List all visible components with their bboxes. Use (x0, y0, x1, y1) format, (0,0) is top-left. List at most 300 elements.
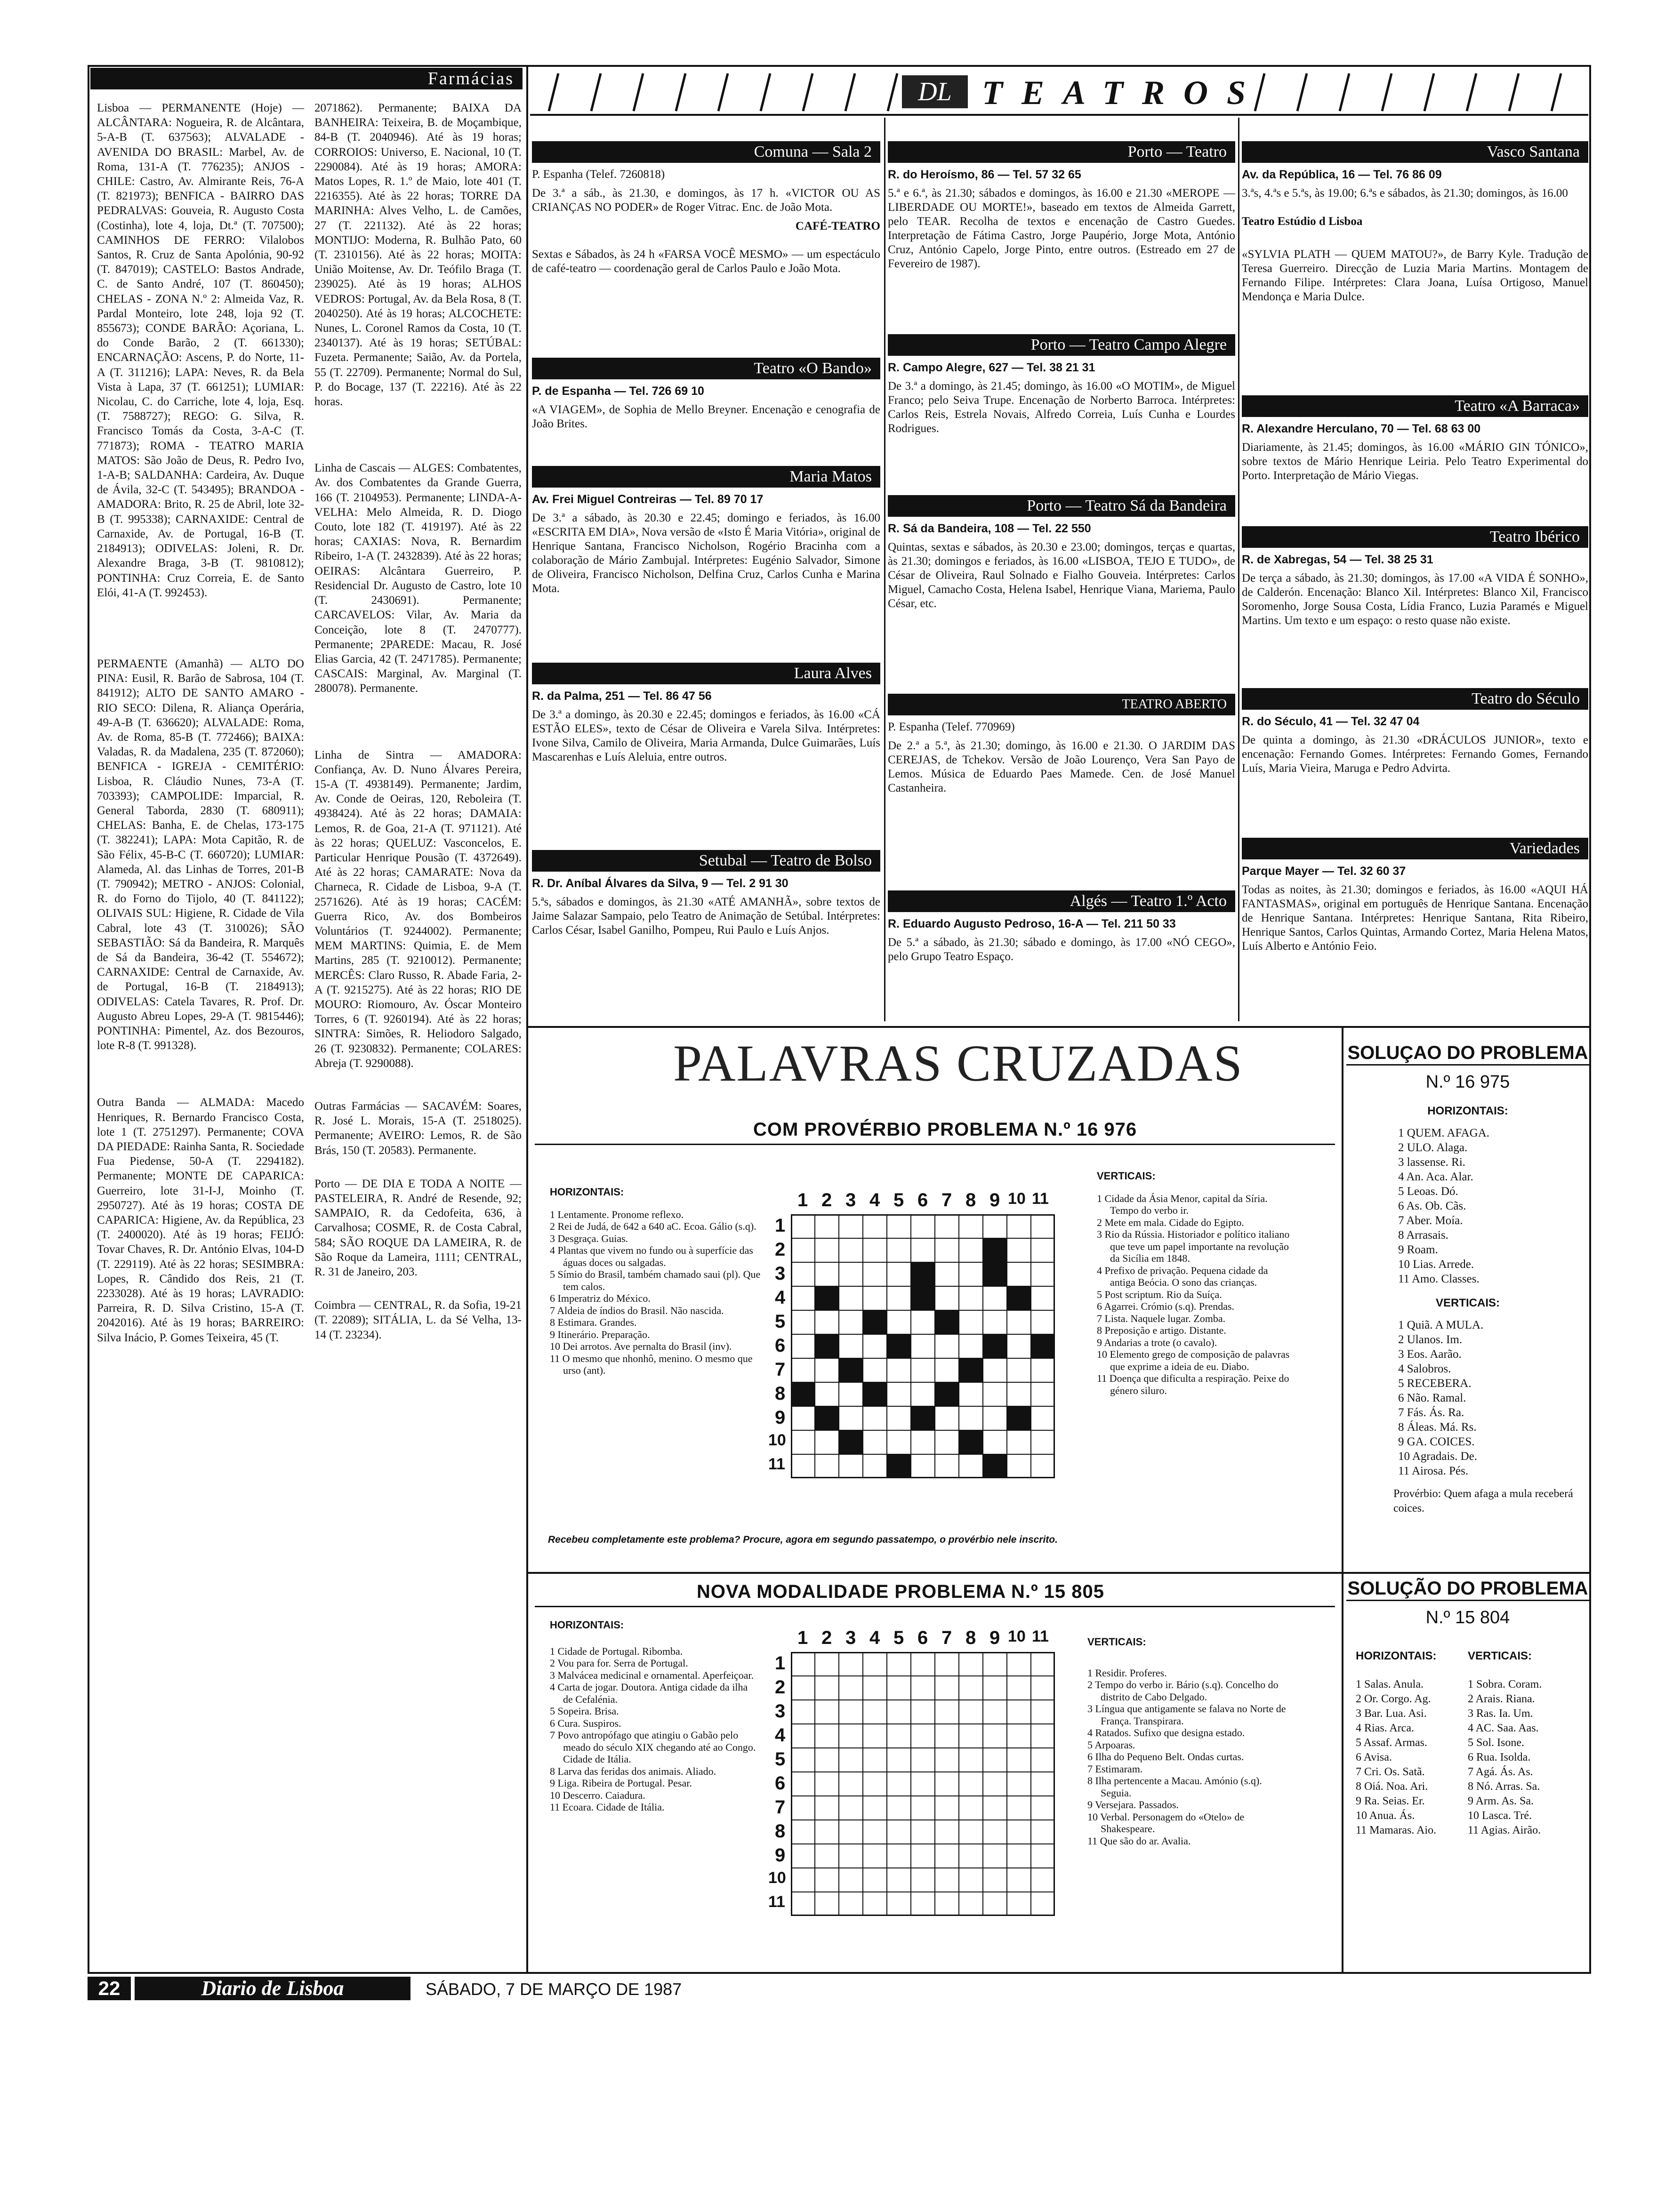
crossword-2-grid[interactable] (791, 1652, 1055, 1916)
theatre-address: R. do Heroísmo, 86 — Tel. 57 32 65 (888, 168, 1081, 181)
grid-cell[interactable] (791, 1724, 815, 1748)
theatre-laura-alves (532, 663, 880, 764)
grid-cell[interactable] (791, 1262, 815, 1286)
clue-item: 2 Vou para for. Serra de Portugal. (550, 1657, 688, 1669)
grid-column-number: 8 (965, 1190, 976, 1210)
grid-cell[interactable] (839, 1844, 863, 1868)
grid-row-number: 1 (775, 1215, 786, 1236)
theatre-title: Teatro Ibérico (1242, 526, 1588, 548)
grid-cell[interactable] (983, 1868, 1007, 1892)
grid-cell[interactable] (887, 1406, 911, 1430)
grid-cell[interactable] (839, 1892, 863, 1916)
grid-cell[interactable] (935, 1892, 959, 1916)
grid-cell[interactable] (911, 1214, 935, 1238)
grid-cell[interactable] (935, 1262, 959, 1286)
grid-cell[interactable] (791, 1238, 815, 1262)
grid-cell[interactable] (1007, 1334, 1031, 1358)
grid-cell[interactable] (959, 1868, 983, 1892)
grid-cell[interactable] (887, 1430, 911, 1454)
grid-cell[interactable] (935, 1238, 959, 1262)
grid-cell[interactable] (791, 1892, 815, 1916)
theatre-title: Comuna — Sala 2 (532, 141, 880, 163)
grid-cell[interactable] (791, 1868, 815, 1892)
grid-cell[interactable] (911, 1676, 935, 1700)
clue-item: 9 Andarias a trote (o cavalo). (1097, 1336, 1217, 1348)
grid-cell[interactable] (863, 1286, 887, 1310)
grid-cell[interactable] (887, 1724, 911, 1748)
grid-cell[interactable] (1007, 1214, 1031, 1238)
grid-cell[interactable] (935, 1454, 959, 1478)
clue-item: 3 Rio da Rússia. Historiador e político italiano que teve um papel importante na revolução da Sicília em 1848. (1097, 1228, 1290, 1264)
grid-cell[interactable] (1031, 1214, 1055, 1238)
grid-cell[interactable] (815, 1676, 839, 1700)
grid-cell[interactable] (815, 1868, 839, 1892)
grid-cell[interactable] (791, 1748, 815, 1772)
grid-cell[interactable] (935, 1334, 959, 1358)
grid-cell[interactable] (911, 1892, 935, 1916)
solution-item: 7 Fás. Ás. Ra. (1398, 1406, 1464, 1419)
solution-item: 2 Arais. Riana. (1468, 1693, 1535, 1705)
grid-cell[interactable] (887, 1820, 911, 1844)
grid-cell[interactable] (839, 1454, 863, 1478)
solution-2 (1346, 1577, 1589, 1838)
grid-cell[interactable] (1031, 1844, 1055, 1868)
grid-cell[interactable] (911, 1334, 935, 1358)
theatre-address: R. Campo Alegre, 627 — Tel. 38 21 31 (888, 361, 1095, 374)
grid-cell[interactable] (911, 1868, 935, 1892)
grid-cell[interactable] (1007, 1238, 1031, 1262)
solution-item: 6 Rua. Isolda. (1468, 1751, 1531, 1763)
grid-cell[interactable] (1031, 1286, 1055, 1310)
grid-cell[interactable] (1031, 1454, 1055, 1478)
pharmacy-list-cascais: Linha de Cascais — ALGES: Combatentes, Av. dos Combatentes da Grande Guerra, 166 (T. 2104953). Permanente; LINDA-A-VELHA: Melo Almeida, R. D. Diogo Couto, lote 182 (T. 419197). Até às 22 horas; CAXIAS: Nova, R. Bernardim Ribeiro, 1-A (T. 2432839). Até às 22 horas; OEIRAS: Alcântara Guerreiro, P. Residencial Dr. Augusto de Castro, lote 10 (T. 2430691). Permanente; CARCAVELOS: Vilar, Av. Maria da Conceição, lote 8 (T. 2470777). Permanente; 2PAREDE: Macau, R. José Elias Garcia, 42 (T. 2471785). Permanente; CASCAIS: Marginal, Av. Marginal (T. 280078). Permanente. (314, 462, 522, 695)
grid-cell[interactable] (1007, 1676, 1031, 1700)
grid-cell[interactable] (1007, 1892, 1031, 1916)
grid-cell[interactable] (1007, 1772, 1031, 1796)
grid-cell[interactable] (863, 1892, 887, 1916)
grid-cell[interactable] (1031, 1892, 1055, 1916)
grid-cell[interactable] (791, 1214, 815, 1238)
grid-cell[interactable] (983, 1214, 1007, 1238)
grid-row-number: 5 (775, 1311, 786, 1332)
theatre-address: P. Espanha (Telef. 770969) (888, 721, 1015, 733)
grid-cell[interactable] (863, 1796, 887, 1820)
grid-cell[interactable] (1031, 1724, 1055, 1748)
horizontais-list (550, 1645, 757, 1813)
grid-cell[interactable] (1007, 1796, 1031, 1820)
grid-cell[interactable] (1031, 1262, 1055, 1286)
grid-cell[interactable] (791, 1700, 815, 1724)
grid-cell[interactable] (863, 1358, 887, 1382)
grid-cell[interactable] (887, 1238, 911, 1262)
grid-cell[interactable] (1007, 1358, 1031, 1382)
grid-cell[interactable] (863, 1430, 887, 1454)
grid-cell[interactable] (935, 1868, 959, 1892)
grid-cell[interactable] (839, 1382, 863, 1406)
grid-cell[interactable] (959, 1382, 983, 1406)
grid-cell[interactable] (815, 1892, 839, 1916)
grid-cell[interactable] (863, 1406, 887, 1430)
grid-cell[interactable] (1007, 1454, 1031, 1478)
grid-cell[interactable] (887, 1700, 911, 1724)
grid-cell[interactable] (935, 1772, 959, 1796)
grid-cell[interactable] (815, 1262, 839, 1286)
grid-cell[interactable] (1031, 1406, 1055, 1430)
solution-item: 3 Eos. Aarão. (1398, 1348, 1462, 1361)
grid-cell[interactable] (863, 1772, 887, 1796)
grid-cell[interactable] (791, 1310, 815, 1334)
grid-cell[interactable] (863, 1454, 887, 1478)
grid-cell[interactable] (935, 1676, 959, 1700)
grid-cell[interactable] (839, 1214, 863, 1238)
grid-cell[interactable] (815, 1700, 839, 1724)
grid-cell[interactable] (791, 1676, 815, 1700)
clue-item: 2 Rei de Judá, de 642 a 640 aC. Ecoa. Gálio (s.q). (550, 1220, 756, 1232)
grid-cell[interactable] (791, 1796, 815, 1820)
grid-cell[interactable] (983, 1772, 1007, 1796)
grid-block (1031, 1334, 1055, 1358)
grid-cell[interactable] (959, 1676, 983, 1700)
grid-column-number: 1 (797, 1190, 808, 1210)
grid-cell[interactable] (983, 1652, 1007, 1676)
crossword-1-footer: Recebeu completamente este problema? Procure, agora em segundo passatempo, o provérbio nele inscrito. (548, 1534, 1058, 1545)
grid-cell[interactable] (959, 1454, 983, 1478)
grid-cell[interactable] (863, 1262, 887, 1286)
theatre-address: P. Espanha (Telef. 7260818) (532, 168, 665, 181)
grid-cell[interactable] (1031, 1430, 1055, 1454)
theatre-title: Algés — Teatro 1.º Acto (888, 890, 1235, 912)
grid-cell[interactable] (959, 1262, 983, 1286)
grid-cell[interactable] (935, 1844, 959, 1868)
grid-cell[interactable] (839, 1724, 863, 1748)
grid-cell[interactable] (911, 1238, 935, 1262)
grid-cell[interactable] (935, 1406, 959, 1430)
grid-cell[interactable] (839, 1748, 863, 1772)
solution-item: 2 Or. Corgo. Ag. (1356, 1693, 1431, 1705)
grid-block (887, 1454, 911, 1478)
grid-cell[interactable] (983, 1310, 1007, 1334)
clue-item: 7 Povo antropófago que atingiu o Gabão pelo meado do século XIX chegando até ao Congo. Cidade de Itália. (550, 1729, 756, 1765)
grid-cell[interactable] (911, 1748, 935, 1772)
grid-cell[interactable] (839, 1796, 863, 1820)
grid-cell[interactable] (911, 1700, 935, 1724)
grid-cell[interactable] (1031, 1748, 1055, 1772)
grid-cell[interactable] (1031, 1382, 1055, 1406)
grid-cell[interactable] (887, 1358, 911, 1382)
grid-cell[interactable] (839, 1310, 863, 1334)
grid-cell[interactable] (911, 1652, 935, 1676)
theatre-title: Porto — Teatro (888, 141, 1235, 163)
grid-row-number: 11 (768, 1455, 785, 1473)
grid-cell[interactable] (815, 1238, 839, 1262)
grid-cell[interactable] (815, 1310, 839, 1334)
grid-column-number: 7 (941, 1190, 952, 1210)
grid-cell[interactable] (839, 1700, 863, 1724)
theatre-info-2: Sextas e Sábados, às 24 h «FARSA VOCÊ MESMO» — um espectáculo de café-teatro — coordenação geral de Carlos Paulo e João Mota. (532, 248, 880, 275)
grid-cell[interactable] (935, 1748, 959, 1772)
grid-cell[interactable] (911, 1796, 935, 1820)
theatre-address: R. Dr. Aníbal Álvares da Silva, 9 — Tel. 2 91 30 (532, 877, 788, 890)
grid-cell[interactable] (791, 1652, 815, 1676)
grid-cell[interactable] (815, 1430, 839, 1454)
theatre-address: Av. da República, 16 — Tel. 76 86 09 (1242, 168, 1442, 181)
grid-block (911, 1262, 935, 1286)
grid-cell[interactable] (1007, 1820, 1031, 1844)
crossword-vertical-rule (1342, 1028, 1343, 1974)
grid-cell[interactable] (1031, 1700, 1055, 1724)
grid-cell[interactable] (959, 1748, 983, 1772)
grid-cell[interactable] (959, 1286, 983, 1310)
grid-cell[interactable] (983, 1724, 1007, 1748)
grid-cell[interactable] (983, 1700, 1007, 1724)
grid-cell[interactable] (983, 1382, 1007, 1406)
crossword-2-horizontais (550, 1619, 757, 1813)
grid-cell[interactable] (935, 1214, 959, 1238)
grid-cell[interactable] (959, 1334, 983, 1358)
grid-cell[interactable] (863, 1820, 887, 1844)
theatre-info: De quinta a domingo, às 21.30 «DRÁCULOS JUNIOR», texto e encenação: Fernando Gomes. Intérpretes: Fernando Gomes, Fernando Luís, Maria Vieira, Maruga e Pedro Advirta. (1242, 734, 1588, 775)
grid-cell[interactable] (983, 1892, 1007, 1916)
grid-cell[interactable] (1031, 1676, 1055, 1700)
grid-cell[interactable] (935, 1700, 959, 1724)
grid-cell[interactable] (863, 1724, 887, 1748)
grid-column-number: 3 (845, 1627, 856, 1648)
grid-cell[interactable] (791, 1454, 815, 1478)
teatros-rule-1 (884, 118, 885, 1021)
grid-cell[interactable] (983, 1358, 1007, 1382)
grid-cell[interactable] (815, 1724, 839, 1748)
grid-cell[interactable] (839, 1406, 863, 1430)
grid-cell[interactable] (839, 1676, 863, 1700)
grid-cell[interactable] (815, 1844, 839, 1868)
grid-cell[interactable] (863, 1868, 887, 1892)
grid-cell[interactable] (887, 1214, 911, 1238)
grid-cell[interactable] (911, 1844, 935, 1868)
grid-cell[interactable] (1031, 1796, 1055, 1820)
grid-cell[interactable] (887, 1892, 911, 1916)
solution-item: 1 Sobra. Coram. (1468, 1678, 1542, 1691)
theatre-subtitle: CAFÉ-TEATRO (795, 220, 880, 232)
grid-cell[interactable] (1007, 1844, 1031, 1868)
grid-cell[interactable] (887, 1676, 911, 1700)
grid-cell[interactable] (983, 1676, 1007, 1700)
grid-cell[interactable] (887, 1772, 911, 1796)
theatre-title: Setubal — Teatro de Bolso (532, 850, 880, 872)
grid-cell[interactable] (959, 1796, 983, 1820)
grid-column-number: 1 (797, 1627, 808, 1648)
theatre-alges (888, 890, 1235, 964)
solution-item: 9 Roam. (1398, 1243, 1438, 1256)
solution-item: 5 Leoas. Dó. (1398, 1185, 1458, 1198)
grid-cell[interactable] (839, 1286, 863, 1310)
grid-cell[interactable] (887, 1286, 911, 1310)
grid-block (983, 1454, 1007, 1478)
grid-cell[interactable] (863, 1676, 887, 1700)
grid-cell[interactable] (815, 1652, 839, 1676)
solution-item: 3 Ras. Ia. Um. (1468, 1707, 1533, 1720)
grid-cell[interactable] (983, 1844, 1007, 1868)
grid-cell[interactable] (959, 1892, 983, 1916)
grid-cell[interactable] (887, 1748, 911, 1772)
grid-cell[interactable] (815, 1214, 839, 1238)
theatre-info: De 5.ª a sábado, às 21.30; sábado e domingo, às 17.00 «NÓ CEGO», pelo Grupo Teatro Espaço. (888, 936, 1235, 963)
clue-item: 10 Dei arrotos. Ave pernalta do Brasil (inv). (550, 1340, 732, 1352)
grid-cell[interactable] (839, 1772, 863, 1796)
grid-cell[interactable] (1007, 1700, 1031, 1724)
publication-date: SÁBADO, 7 DE MARÇO DE 1987 (426, 1980, 682, 1999)
solution-item: 7 Agá. Ás. As. (1468, 1766, 1533, 1778)
grid-cell[interactable] (791, 1772, 815, 1796)
grid-cell[interactable] (791, 1358, 815, 1382)
grid-cell[interactable] (1007, 1724, 1031, 1748)
solution-1-title-rule (1346, 1064, 1589, 1066)
grid-cell[interactable] (935, 1430, 959, 1454)
theatre-seculo (1242, 688, 1588, 776)
grid-cell[interactable] (983, 1286, 1007, 1310)
grid-cell[interactable] (1007, 1382, 1031, 1406)
grid-cell[interactable] (815, 1772, 839, 1796)
grid-cell[interactable] (911, 1724, 935, 1748)
grid-cell[interactable] (791, 1820, 815, 1844)
solution-item: 8 Oiá. Noa. Ari. (1356, 1780, 1428, 1793)
solution-item: 9 Arm. As. Sa. (1468, 1795, 1534, 1807)
grid-column-number: 7 (941, 1627, 952, 1648)
grid-cell[interactable] (959, 1724, 983, 1748)
grid-cell[interactable] (983, 1748, 1007, 1772)
grid-block (983, 1334, 1007, 1358)
theatre-title: Teatro «A Barraca» (1242, 395, 1588, 417)
grid-cell[interactable] (863, 1844, 887, 1868)
theatre-address: R. do Século, 41 — Tel. 32 47 04 (1242, 715, 1420, 728)
grid-cell[interactable] (887, 1382, 911, 1406)
grid-cell[interactable] (1031, 1772, 1055, 1796)
grid-cell[interactable] (791, 1334, 815, 1358)
grid-row-number: 9 (775, 1407, 786, 1428)
grid-cell[interactable] (959, 1700, 983, 1724)
grid-cell[interactable] (959, 1652, 983, 1676)
grid-cell[interactable] (839, 1868, 863, 1892)
grid-column-number: 10 (1008, 1190, 1026, 1208)
grid-row-number: 10 (768, 1431, 786, 1449)
grid-cell[interactable] (935, 1796, 959, 1820)
grid-cell[interactable] (935, 1820, 959, 1844)
grid-cell[interactable] (863, 1334, 887, 1358)
grid-cell[interactable] (863, 1652, 887, 1676)
grid-cell[interactable] (815, 1796, 839, 1820)
grid-cell[interactable] (839, 1820, 863, 1844)
grid-cell[interactable] (887, 1844, 911, 1868)
theatre-subtitle: Teatro Estúdio d Lisboa (1242, 215, 1363, 228)
solution-item: 4 AC. Saa. Aas. (1468, 1722, 1539, 1734)
solution-item: 10 Agradais. De. (1398, 1450, 1478, 1463)
grid-cell[interactable] (1031, 1310, 1055, 1334)
grid-cell[interactable] (791, 1286, 815, 1310)
grid-cell[interactable] (1031, 1868, 1055, 1892)
grid-cell[interactable] (959, 1772, 983, 1796)
grid-cell[interactable] (1031, 1358, 1055, 1382)
solution-item: 1 QUEM. AFAGA. (1398, 1127, 1489, 1139)
crossword-1-grid[interactable] (791, 1214, 1055, 1478)
grid-cell[interactable] (1007, 1748, 1031, 1772)
grid-cell[interactable] (815, 1382, 839, 1406)
grid-cell[interactable] (839, 1262, 863, 1286)
grid-cell[interactable] (1031, 1238, 1055, 1262)
grid-cell[interactable] (815, 1820, 839, 1844)
grid-block (815, 1406, 839, 1430)
grid-row-number: 5 (775, 1749, 786, 1770)
grid-cell[interactable] (959, 1238, 983, 1262)
horizontais-label: HORIZONTAIS: (550, 1186, 624, 1198)
grid-cell[interactable] (791, 1844, 815, 1868)
grid-cell[interactable] (959, 1214, 983, 1238)
grid-cell[interactable] (911, 1454, 935, 1478)
grid-cell[interactable] (815, 1748, 839, 1772)
grid-cell[interactable] (959, 1820, 983, 1844)
grid-cell[interactable] (863, 1238, 887, 1262)
solution-item: 2 ULO. Alaga. (1398, 1141, 1468, 1154)
grid-cell[interactable] (983, 1796, 1007, 1820)
grid-cell[interactable] (911, 1820, 935, 1844)
grid-cell[interactable] (911, 1430, 935, 1454)
grid-cell[interactable] (887, 1310, 911, 1334)
grid-cell[interactable] (959, 1310, 983, 1334)
grid-cell[interactable] (791, 1406, 815, 1430)
grid-cell[interactable] (959, 1844, 983, 1868)
grid-cell[interactable] (935, 1724, 959, 1748)
grid-cell[interactable] (959, 1406, 983, 1430)
clue-item: 2 Tempo do verbo ir. Bário (s.q). Concelho do distrito de Cabo Delgado. (1087, 1679, 1279, 1703)
grid-cell[interactable] (887, 1262, 911, 1286)
grid-cell[interactable] (911, 1382, 935, 1406)
grid-cell[interactable] (911, 1772, 935, 1796)
grid-cell[interactable] (815, 1454, 839, 1478)
grid-column-number: 9 (989, 1190, 1000, 1210)
clue-item: 4 Plantas que vivem no fundo ou à superfície das águas doces ou salgadas. (550, 1244, 753, 1268)
solution-1-proverbio: Provérbio: Quem afaga a mula receberá coices. (1393, 1488, 1573, 1515)
grid-cell[interactable] (911, 1358, 935, 1382)
grid-cell[interactable] (887, 1652, 911, 1676)
grid-cell[interactable] (1007, 1430, 1031, 1454)
grid-block (911, 1406, 935, 1430)
grid-cell[interactable] (815, 1358, 839, 1382)
grid-cell[interactable] (983, 1430, 1007, 1454)
grid-cell[interactable] (911, 1310, 935, 1334)
grid-cell[interactable] (983, 1820, 1007, 1844)
grid-cell[interactable] (983, 1406, 1007, 1430)
grid-cell[interactable] (839, 1238, 863, 1262)
grid-cell[interactable] (863, 1700, 887, 1724)
grid-cell[interactable] (839, 1652, 863, 1676)
grid-cell[interactable] (1007, 1262, 1031, 1286)
grid-cell[interactable] (935, 1652, 959, 1676)
grid-cell[interactable] (1007, 1868, 1031, 1892)
grid-cell[interactable] (791, 1430, 815, 1454)
grid-cell[interactable] (839, 1334, 863, 1358)
grid-cell[interactable] (887, 1868, 911, 1892)
verticais-list (1097, 1193, 1295, 1397)
grid-cell[interactable] (1007, 1310, 1031, 1334)
grid-row-number: 9 (775, 1845, 786, 1866)
clue-item: 6 Cura. Suspiros. (550, 1717, 621, 1729)
grid-cell[interactable] (863, 1748, 887, 1772)
grid-cell[interactable] (1031, 1820, 1055, 1844)
grid-cell[interactable] (935, 1358, 959, 1382)
grid-cell[interactable] (1007, 1652, 1031, 1676)
grid-cell[interactable] (863, 1214, 887, 1238)
grid-cell[interactable] (1031, 1652, 1055, 1676)
grid-cell[interactable] (887, 1796, 911, 1820)
grid-cell[interactable] (935, 1286, 959, 1310)
